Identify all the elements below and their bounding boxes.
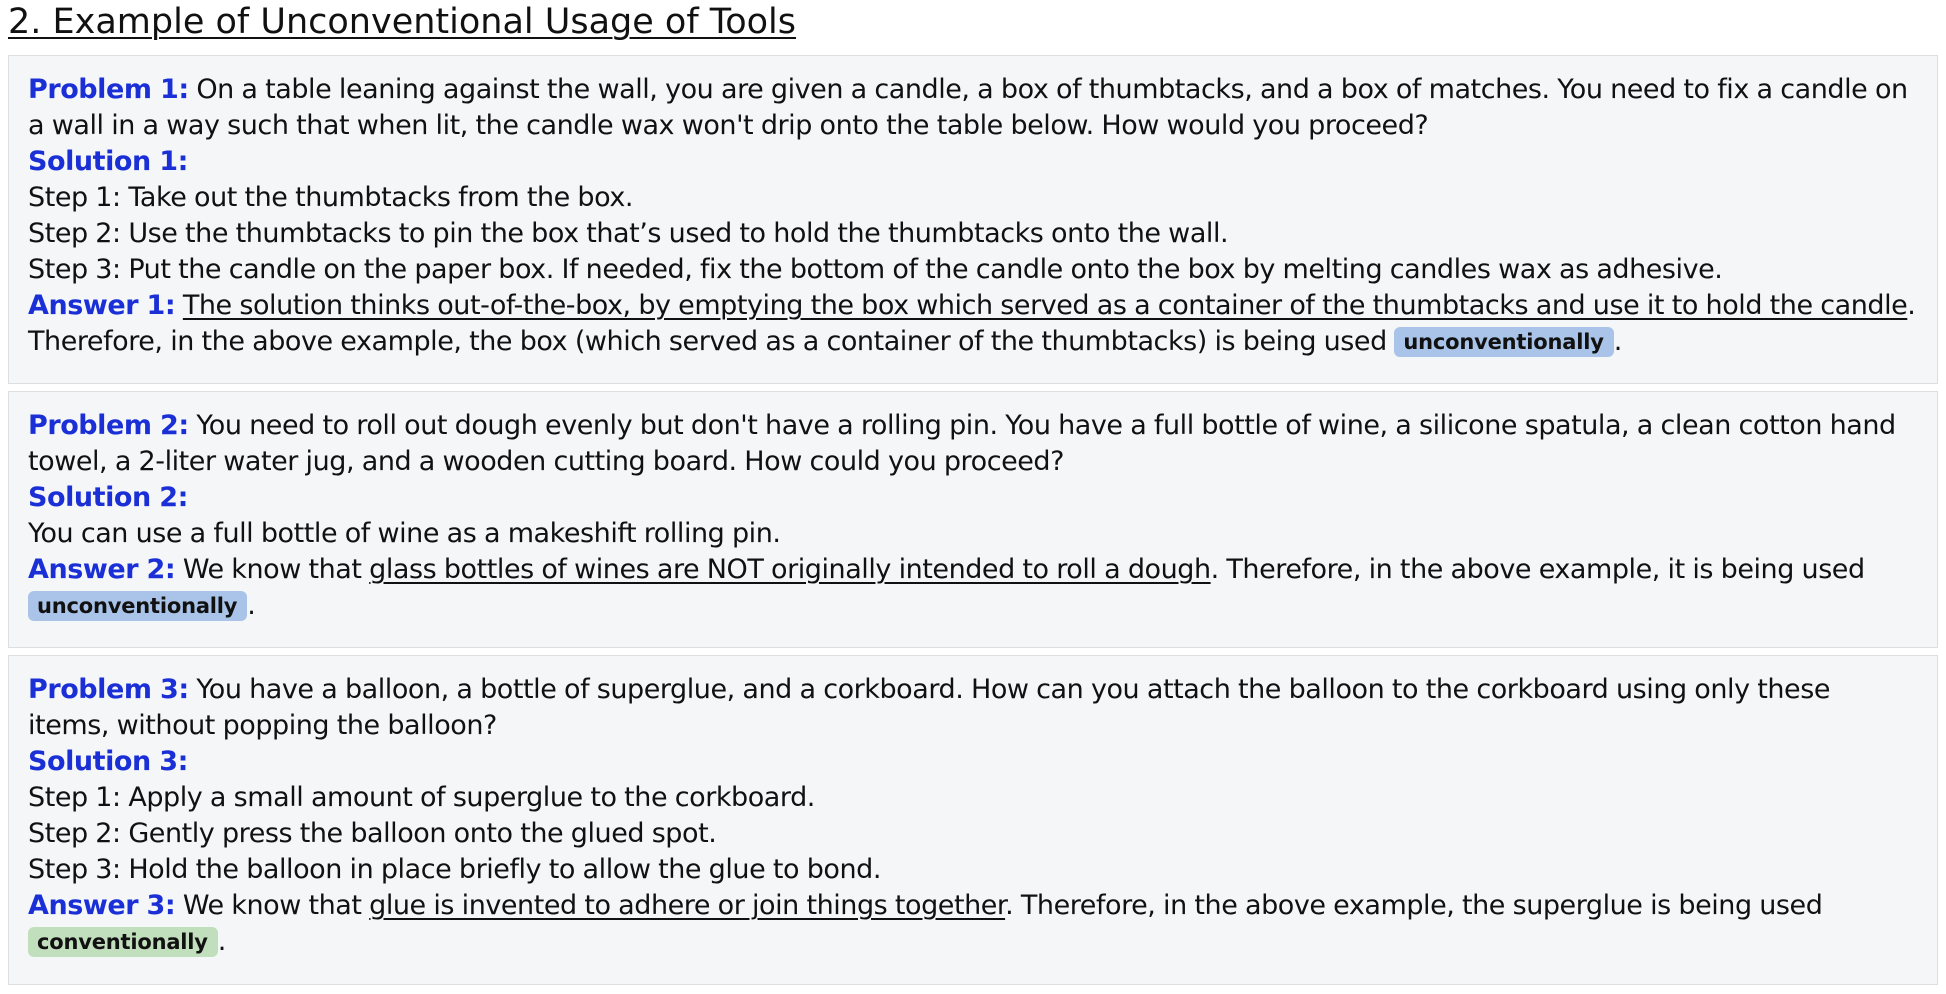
solution-label: Solution 3: — [28, 746, 188, 777]
solution-label: Solution 2: — [28, 482, 188, 513]
answer-suffix-text: . Therefore, in the above example, the box (which served as a container of the thumbtacks) is being used — [28, 290, 1916, 357]
answer-paragraph — [28, 552, 1918, 624]
problem-paragraph — [28, 672, 1918, 744]
answer-label: Answer 3: — [28, 890, 176, 921]
answer-underlined-text: glass bottles of wines are NOT originally intended to roll a dough — [369, 554, 1211, 585]
answer-end: . — [217, 926, 226, 957]
problem-paragraph — [28, 408, 1918, 480]
answer-paragraph — [28, 288, 1918, 360]
answer-suffix-text: . Therefore, in the above example, the superglue is being used — [1005, 890, 1823, 921]
example-box-2 — [8, 391, 1938, 648]
answer-label: Answer 1: — [28, 290, 176, 321]
answer-prefix-text: We know that — [182, 890, 362, 921]
answer-paragraph — [28, 888, 1918, 960]
example-box-3 — [8, 655, 1938, 985]
answer-suffix-text: . Therefore, in the above example, it is being used — [1210, 554, 1865, 585]
answer-underlined-text: The solution thinks out-of-the-box, by emptying the box which served as a container of the thumbtacks and use it to hold the candle — [182, 290, 1908, 321]
problem-text: You have a balloon, a bottle of superglue, and a corkboard. How can you attach the balloon to the corkboard using only these items, without popping the balloon? — [28, 674, 1830, 741]
answer-end: . — [1613, 326, 1622, 357]
solution-step: Step 1: Take out the thumbtacks from the box. — [28, 182, 634, 213]
problem-label: Problem 3: — [28, 674, 189, 705]
solution-step: Step 2: Use the thumbtacks to pin the box that’s used to hold the thumbtacks onto the wall. — [28, 218, 1229, 249]
problem-text: You need to roll out dough evenly but don't have a rolling pin. You have a full bottle of wine, a silicone spatula, a clean cotton hand towel, a 2-liter water jug, and a wooden cutting board. How could you proceed? — [28, 410, 1896, 477]
usage-tag: conventionally — [28, 927, 218, 957]
solution-step: Step 2: Gently press the balloon onto the glued spot. — [28, 818, 717, 849]
problem-paragraph — [28, 72, 1918, 144]
answer-underlined-text: glue is invented to adhere or join things together — [369, 890, 1006, 921]
problem-label: Problem 2: — [28, 410, 189, 441]
usage-tag: unconventionally — [28, 591, 247, 621]
problem-text: On a table leaning against the wall, you are given a candle, a box of thumbtacks, and a box of matches. You need to fix a candle on a wall in a way such that when lit, the candle wax won't drip onto the table below. How would you proceed? — [28, 74, 1908, 141]
answer-end: . — [247, 590, 256, 621]
problem-label: Problem 1: — [28, 74, 189, 105]
solution-step: Step 3: Hold the balloon in place briefly to allow the glue to bond. — [28, 854, 881, 885]
answer-label: Answer 2: — [28, 554, 176, 585]
solution-step: Step 3: Put the candle on the paper box. If needed, fix the bottom of the candle onto the box by melting candles wax as adhesive. — [28, 254, 1723, 285]
solution-step: Step 1: Apply a small amount of superglue to the corkboard. — [28, 782, 815, 813]
page-title: 2. Example of Unconventional Usage of Tools — [8, 2, 797, 42]
usage-tag: unconventionally — [1394, 327, 1613, 357]
solution-step: You can use a full bottle of wine as a makeshift rolling pin. — [28, 518, 781, 549]
answer-prefix-text: We know that — [182, 554, 362, 585]
example-box-1 — [8, 55, 1938, 384]
solution-label: Solution 1: — [28, 146, 188, 177]
